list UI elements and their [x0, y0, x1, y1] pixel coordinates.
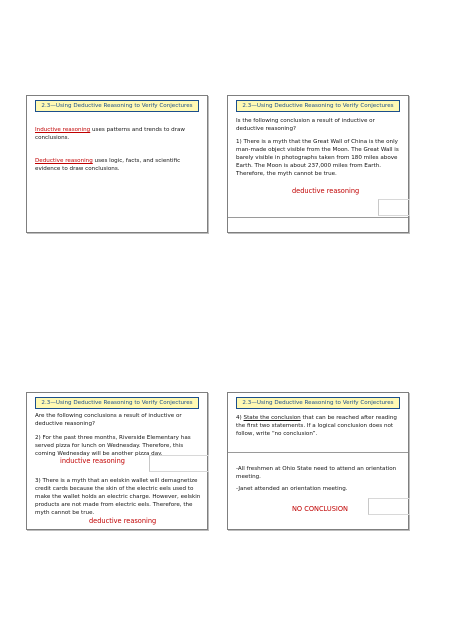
- divider: [228, 452, 408, 453]
- slide-1: [26, 95, 208, 233]
- slide-4: [227, 392, 409, 530]
- question-text: Is the following conclusion a result of inductive or deductive reasoning?: [236, 118, 375, 132]
- deductive-term: Deductive reasoning: [35, 158, 93, 164]
- item-number: 4): [236, 415, 244, 421]
- slide-title: 2.3—Using Deductive Reasoning to Verify Conjectures: [35, 397, 199, 409]
- question-text: Are the following conclusions a result of inductive or deductive reasoning?: [35, 413, 182, 427]
- answer-1: deductive reasoning: [292, 187, 360, 195]
- answer-box: [378, 199, 410, 216]
- question-item-2: 2) For the past three months, Riverside Elementary has served pizza for lunch on Wednesday. Therefore, this coming Wednesday will be another pizza day.: [35, 435, 191, 457]
- answer-2: inductive reasoning: [60, 457, 125, 465]
- item-text: that can be reached after reading the first two statements. If a logical conclusion does not follow, write “no conclusion”.: [236, 415, 397, 437]
- answer-4: NO CONCLUSION: [292, 505, 348, 513]
- divider: [228, 217, 408, 218]
- slide-3: [26, 392, 208, 530]
- inductive-text: uses patterns and trends to draw conclusions.: [35, 127, 186, 141]
- slide-2: [227, 95, 409, 233]
- question-item-4: [236, 414, 404, 438]
- slide-title: 2.3—Using Deductive Reasoning to Verify Conjectures: [236, 397, 400, 409]
- question-item-1: 1) There is a myth that the Great Wall of China is the only man-made object visible from the Moon. The Great Wall is barely visible in photographs taken from 180 miles above Earth. The Moon is about 237,000 miles from Earth. Therefore, the myth cannot be true.: [236, 139, 399, 177]
- inductive-term: Inductive reasoning: [35, 127, 91, 133]
- slide-title: 2.3—Using Deductive Reasoning to Verify Conjectures: [236, 100, 400, 112]
- statement-2: -Janet attended an orientation meeting.: [236, 486, 348, 492]
- slide-title: 2.3—Using Deductive Reasoning to Verify Conjectures: [35, 100, 199, 112]
- answer-3: deductive reasoning: [89, 517, 157, 525]
- question-item-3: 3) There is a myth that an eelskin wallet will demagnetize credit cards because the skin of the electric eels used to make the wallet holds an electric charge. However, eelskin products are not made from electric eels. Therefore, the myth cannot be true.: [35, 478, 201, 516]
- item-keyword: State the conclusion: [243, 415, 301, 421]
- answer-box: [149, 455, 209, 472]
- answer-box: [368, 498, 410, 515]
- deductive-definition: [35, 157, 201, 173]
- statement-1: -All freshmen at Ohio State need to attend an orientation meeting.: [236, 466, 397, 480]
- deductive-text: uses logic, facts, and scientific evidence to draw conclusions.: [35, 158, 181, 172]
- inductive-definition: [35, 126, 201, 142]
